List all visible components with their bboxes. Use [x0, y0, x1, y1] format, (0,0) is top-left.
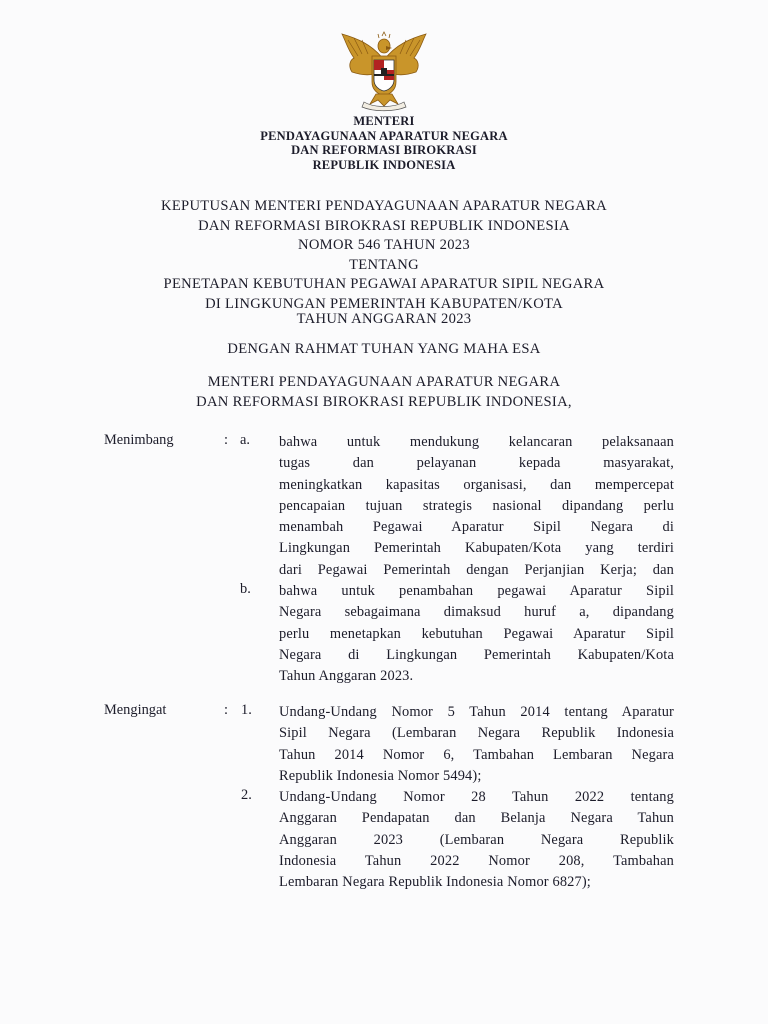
- text-line: Sipil Negara (Lembaran Negara Republik Indonesia: [279, 725, 674, 742]
- text-line: Negara sebagaimana dimaksud huruf a, dipandang: [279, 604, 674, 621]
- text-line: Tahun 2014 Nomor 6, Tambahan Lembaran Negara: [279, 746, 674, 763]
- text-line: Negara di Lingkungan Pemerintah Kabupaten/Kota: [279, 646, 674, 663]
- text-line: bahwa untuk mendukung kelancaran pelaksanaan: [279, 434, 674, 450]
- garuda-emblem-icon: [334, 30, 434, 112]
- item-text: [279, 787, 674, 893]
- minister-title-line: DAN REFORMASI BIROKRASI REPUBLIK INDONESIA,: [196, 393, 572, 410]
- grace-phrase: DENGAN RAHMAT TUHAN YANG MAHA ESA: [227, 341, 541, 357]
- text-line: Anggaran 2023 (Lembaran Negara Republik: [279, 831, 674, 848]
- text-line: Republik Indonesia Nomor 5494);: [279, 767, 482, 784]
- decree-title-line: KEPUTUSAN MENTERI PENDAYAGUNAAN APARATUR NEGARA: [160, 198, 607, 214]
- item-text: [279, 581, 674, 687]
- item-text: [279, 702, 674, 787]
- decree-tentang: TENTANG: [349, 256, 419, 273]
- text-line: dari Pegawai Pemerintah dengan Perjanjian Kerja; dan: [279, 561, 674, 578]
- item-text: [279, 432, 674, 581]
- text-line: menambah Pegawai Aparatur Sipil Negara di: [279, 519, 674, 536]
- minister-title: [0, 373, 768, 412]
- text-line: Lingkungan Pemerintah Kabupaten/Kota yang terdiri: [279, 540, 674, 557]
- budget-year: TAHUN ANGGARAN 2023: [296, 311, 472, 327]
- decree-subject-line: DI LINGKUNGAN PEMERINTAH KABUPATEN/KOTA: [205, 295, 563, 312]
- text-line: meningkatkan kapasitas organisasi, dan mempercepat: [279, 476, 674, 493]
- minister-title-line: MENTERI PENDAYAGUNAAN APARATUR NEGARA: [207, 374, 561, 390]
- item-number: a.: [240, 432, 250, 448]
- text-line: bahwa untuk penambahan pegawai Aparatur Sipil: [279, 583, 674, 599]
- item-number: 1.: [241, 702, 252, 718]
- item-number: 2.: [241, 787, 252, 803]
- text-line: Lembaran Negara Republik Indonesia Nomor 6827);: [279, 874, 591, 891]
- ministry-line: REPUBLIK INDONESIA: [312, 157, 456, 172]
- ministry-line: PENDAYAGUNAAN APARATUR NEGARA: [260, 128, 508, 143]
- text-line: pencapaian tujuan strategis nasional dipandang perlu: [279, 497, 674, 514]
- decree-subject-line: PENETAPAN KEBUTUHAN PEGAWAI APARATUR SIPIL NEGARA: [163, 276, 605, 292]
- text-line: tugas dan pelayanan kepada masyarakat,: [279, 455, 674, 472]
- ministry-line: MENTERI: [353, 114, 415, 128]
- section-colon: :: [224, 702, 228, 718]
- text-line: Indonesia Tahun 2022 Nomor 208, Tambahan: [279, 852, 674, 869]
- decree-number: NOMOR 546 TAHUN 2023: [298, 237, 470, 253]
- text-line: Tahun Anggaran 2023.: [279, 668, 414, 685]
- section-label: Mengingat: [104, 702, 167, 718]
- ministry-line: DAN REFORMASI BIROKRASI: [291, 143, 477, 157]
- section-colon: :: [224, 432, 228, 448]
- text-line: perlu menetapkan kebutuhan Pegawai Aparatur Sipil: [279, 625, 674, 642]
- text-line: Anggaran Pendapatan dan Belanja Negara Tahun: [279, 810, 674, 827]
- ministry-header: [0, 114, 768, 172]
- text-line: Undang-Undang Nomor 5 Tahun 2014 tentang Aparatur: [279, 704, 674, 720]
- text-line: Undang-Undang Nomor 28 Tahun 2022 tentang: [279, 789, 674, 805]
- decree-title: [0, 197, 768, 314]
- section-label: Menimbang: [104, 432, 174, 448]
- item-number: b.: [240, 581, 251, 597]
- decree-title-line: DAN REFORMASI BIROKRASI REPUBLIK INDONESIA: [198, 217, 570, 234]
